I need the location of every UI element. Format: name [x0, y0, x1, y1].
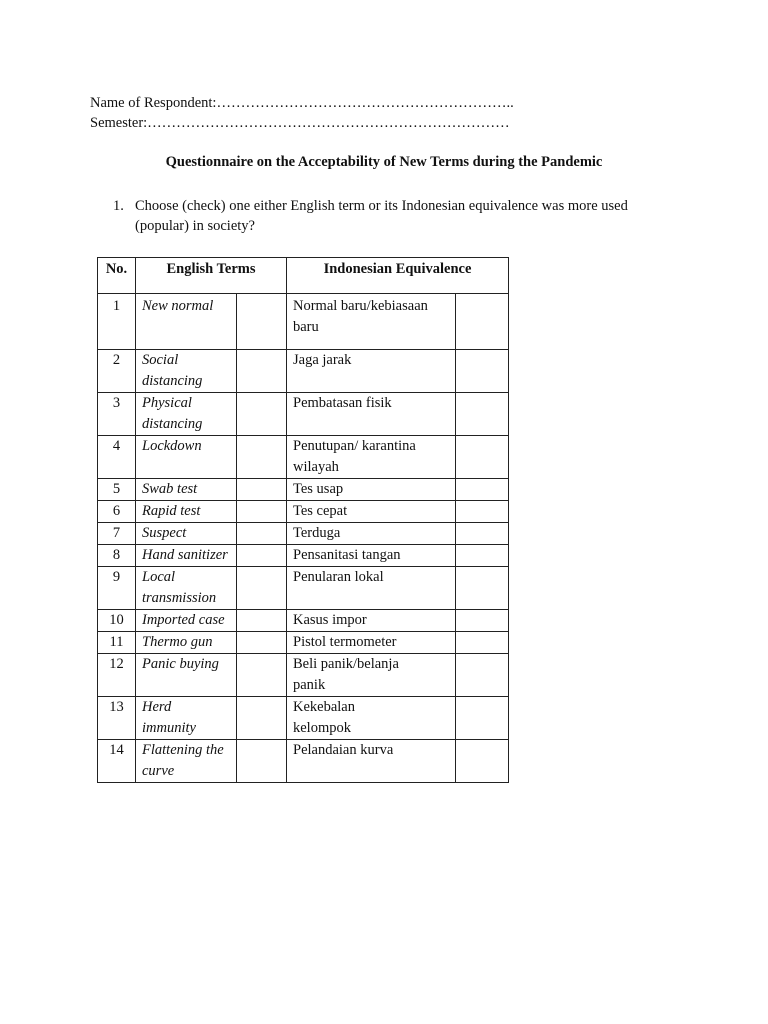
- english-term: [136, 294, 237, 350]
- row-number: [98, 567, 136, 610]
- english-term-line: curve: [142, 763, 175, 779]
- english-term: [136, 567, 237, 610]
- table-row: [98, 436, 509, 479]
- table-row: [98, 740, 509, 783]
- indonesian-term: [287, 654, 456, 697]
- indonesian-term-line: Tes usap: [293, 481, 344, 497]
- indonesian-term: [287, 501, 456, 523]
- english-check-box[interactable]: [237, 523, 287, 545]
- indonesian-term-line: Beli panik/belanja: [293, 656, 399, 672]
- indonesian-check-box[interactable]: [456, 436, 509, 479]
- english-term: [136, 697, 237, 740]
- row-number: [98, 610, 136, 632]
- english-check-box[interactable]: [237, 545, 287, 567]
- indonesian-check-box[interactable]: [456, 697, 509, 740]
- indonesian-term-line: Tes cepat: [293, 503, 348, 519]
- row-number-line: 1: [112, 298, 121, 314]
- indonesian-term: [287, 523, 456, 545]
- indonesian-term: [287, 479, 456, 501]
- english-term-line: Thermo gun: [142, 634, 213, 650]
- english-term: [136, 654, 237, 697]
- english-term: [136, 501, 237, 523]
- row-number-line: 10: [109, 612, 124, 628]
- indonesian-term-line: Jaga jarak: [293, 352, 352, 368]
- indonesian-term-line: Kasus impor: [293, 612, 367, 628]
- english-term-line: New normal: [142, 298, 214, 314]
- indonesian-term: [287, 610, 456, 632]
- indonesian-term: [287, 294, 456, 350]
- english-term-line: Hand sanitizer: [142, 547, 228, 563]
- indonesian-term-line: Penularan lokal: [293, 569, 384, 585]
- row-number-line: 4: [112, 438, 121, 454]
- header-indonesian-equivalence: Indonesian Equivalence: [287, 258, 509, 294]
- english-term-line: Social: [142, 352, 179, 368]
- indonesian-term-line: Pensanitasi tangan: [293, 547, 401, 563]
- row-number: [98, 697, 136, 740]
- english-term-line: transmission: [142, 590, 217, 606]
- row-number: [98, 632, 136, 654]
- english-term-line: distancing: [142, 416, 203, 432]
- row-number-line: 2: [112, 352, 121, 368]
- indonesian-check-box[interactable]: [456, 294, 509, 350]
- english-check-box[interactable]: [237, 479, 287, 501]
- english-term-line: immunity: [142, 720, 196, 736]
- indonesian-check-box[interactable]: [456, 545, 509, 567]
- indonesian-term: [287, 740, 456, 783]
- indonesian-check-box[interactable]: [456, 567, 509, 610]
- row-number: [98, 654, 136, 697]
- indonesian-term: [287, 697, 456, 740]
- table-row: [98, 523, 509, 545]
- english-term-line: Suspect: [142, 525, 187, 541]
- respondent-name-field[interactable]: Name of Respondent:……………………………………………………..: [90, 95, 514, 111]
- row-number: [98, 350, 136, 393]
- indonesian-term-line: Pelandaian kurva: [293, 742, 394, 758]
- row-number-line: 8: [112, 547, 121, 563]
- row-number-line: 3: [112, 395, 121, 411]
- table-row: [98, 654, 509, 697]
- english-check-box[interactable]: [237, 436, 287, 479]
- indonesian-check-box[interactable]: [456, 740, 509, 783]
- english-check-box[interactable]: [237, 610, 287, 632]
- table-row: [98, 545, 509, 567]
- row-number-line: 11: [109, 634, 124, 650]
- table-header-row: [98, 258, 509, 294]
- english-check-box[interactable]: [237, 567, 287, 610]
- row-number-line: 5: [112, 481, 121, 497]
- table-row: [98, 567, 509, 610]
- indonesian-check-box[interactable]: [456, 393, 509, 436]
- english-term: [136, 393, 237, 436]
- indonesian-term-line: Kekebalan: [293, 699, 355, 715]
- english-check-box[interactable]: [237, 740, 287, 783]
- english-term: [136, 350, 237, 393]
- indonesian-term: [287, 545, 456, 567]
- header-english-terms: English Terms: [136, 258, 287, 294]
- indonesian-check-box[interactable]: [456, 479, 509, 501]
- indonesian-term-line: Normal baru/kebiasaan: [293, 298, 428, 314]
- question-number: 1.: [113, 198, 124, 214]
- english-term-line: Rapid test: [142, 503, 201, 519]
- english-term: [136, 632, 237, 654]
- table-row: [98, 393, 509, 436]
- question-text: [135, 196, 675, 236]
- table-row: [98, 350, 509, 393]
- row-number: [98, 501, 136, 523]
- english-check-box[interactable]: [237, 501, 287, 523]
- indonesian-term: [287, 436, 456, 479]
- table-row: [98, 501, 509, 523]
- indonesian-term-line: baru: [293, 319, 319, 335]
- question-text-line: Choose (check) one either English term or its Indonesian equivalence was more used: [135, 198, 628, 214]
- english-check-box[interactable]: [237, 654, 287, 697]
- english-check-box[interactable]: [237, 697, 287, 740]
- english-term: [136, 740, 237, 783]
- indonesian-check-box[interactable]: [456, 610, 509, 632]
- indonesian-term-line: Penutupan/ karantina: [293, 438, 416, 454]
- english-term-line: Local: [142, 569, 176, 585]
- indonesian-term: [287, 350, 456, 393]
- english-term: [136, 436, 237, 479]
- indonesian-term-line: Terduga: [293, 525, 341, 541]
- english-check-box[interactable]: [237, 632, 287, 654]
- row-number-line: 6: [112, 503, 121, 519]
- row-number: [98, 545, 136, 567]
- english-term: [136, 523, 237, 545]
- indonesian-term-line: kelompok: [293, 720, 351, 736]
- table-body: [98, 294, 509, 783]
- english-check-box[interactable]: [237, 350, 287, 393]
- row-number: [98, 479, 136, 501]
- indonesian-term: [287, 567, 456, 610]
- english-term-line: Panic buying: [142, 656, 219, 672]
- indonesian-check-box[interactable]: [456, 523, 509, 545]
- english-term: [136, 479, 237, 501]
- row-number-line: 13: [109, 699, 124, 715]
- english-term-line: Herd: [142, 699, 172, 715]
- english-term: [136, 545, 237, 567]
- row-number-line: 14: [109, 742, 124, 758]
- english-term-line: distancing: [142, 373, 203, 389]
- row-number-line: 12: [109, 656, 124, 672]
- question-text-line: (popular) in society?: [135, 218, 255, 234]
- row-number: [98, 393, 136, 436]
- row-number: [98, 740, 136, 783]
- english-check-box[interactable]: [237, 393, 287, 436]
- english-term-line: Lockdown: [142, 438, 202, 454]
- english-term-line: Flattening the: [142, 742, 224, 758]
- table-row: [98, 632, 509, 654]
- row-number-line: 9: [112, 569, 121, 585]
- header-no: No.: [98, 258, 136, 294]
- page-title: Questionnaire on the Acceptability of New Terms during the Pandemic: [165, 154, 603, 170]
- indonesian-term-line: Pembatasan fisik: [293, 395, 392, 411]
- indonesian-term-line: Pistol termometer: [293, 634, 397, 650]
- table-row: [98, 697, 509, 740]
- indonesian-check-box[interactable]: [456, 632, 509, 654]
- row-number: [98, 523, 136, 545]
- english-term-line: Imported case: [142, 612, 225, 628]
- row-number: [98, 436, 136, 479]
- row-number: [98, 294, 136, 350]
- english-term-line: Swab test: [142, 481, 198, 497]
- terms-table: [97, 257, 509, 783]
- english-check-box[interactable]: [237, 294, 287, 350]
- english-term-line: Physical: [142, 395, 192, 411]
- indonesian-check-box[interactable]: [456, 350, 509, 393]
- table-row: [98, 610, 509, 632]
- indonesian-term: [287, 393, 456, 436]
- indonesian-term: [287, 632, 456, 654]
- indonesian-term-line: panik: [293, 677, 326, 693]
- english-term: [136, 610, 237, 632]
- row-number-line: 7: [112, 525, 121, 541]
- table-row: [98, 479, 509, 501]
- indonesian-check-box[interactable]: [456, 501, 509, 523]
- indonesian-term-line: wilayah: [293, 459, 339, 475]
- table-row: [98, 294, 509, 350]
- indonesian-check-box[interactable]: [456, 654, 509, 697]
- semester-field[interactable]: Semester:…………………………………………………………………: [90, 115, 510, 131]
